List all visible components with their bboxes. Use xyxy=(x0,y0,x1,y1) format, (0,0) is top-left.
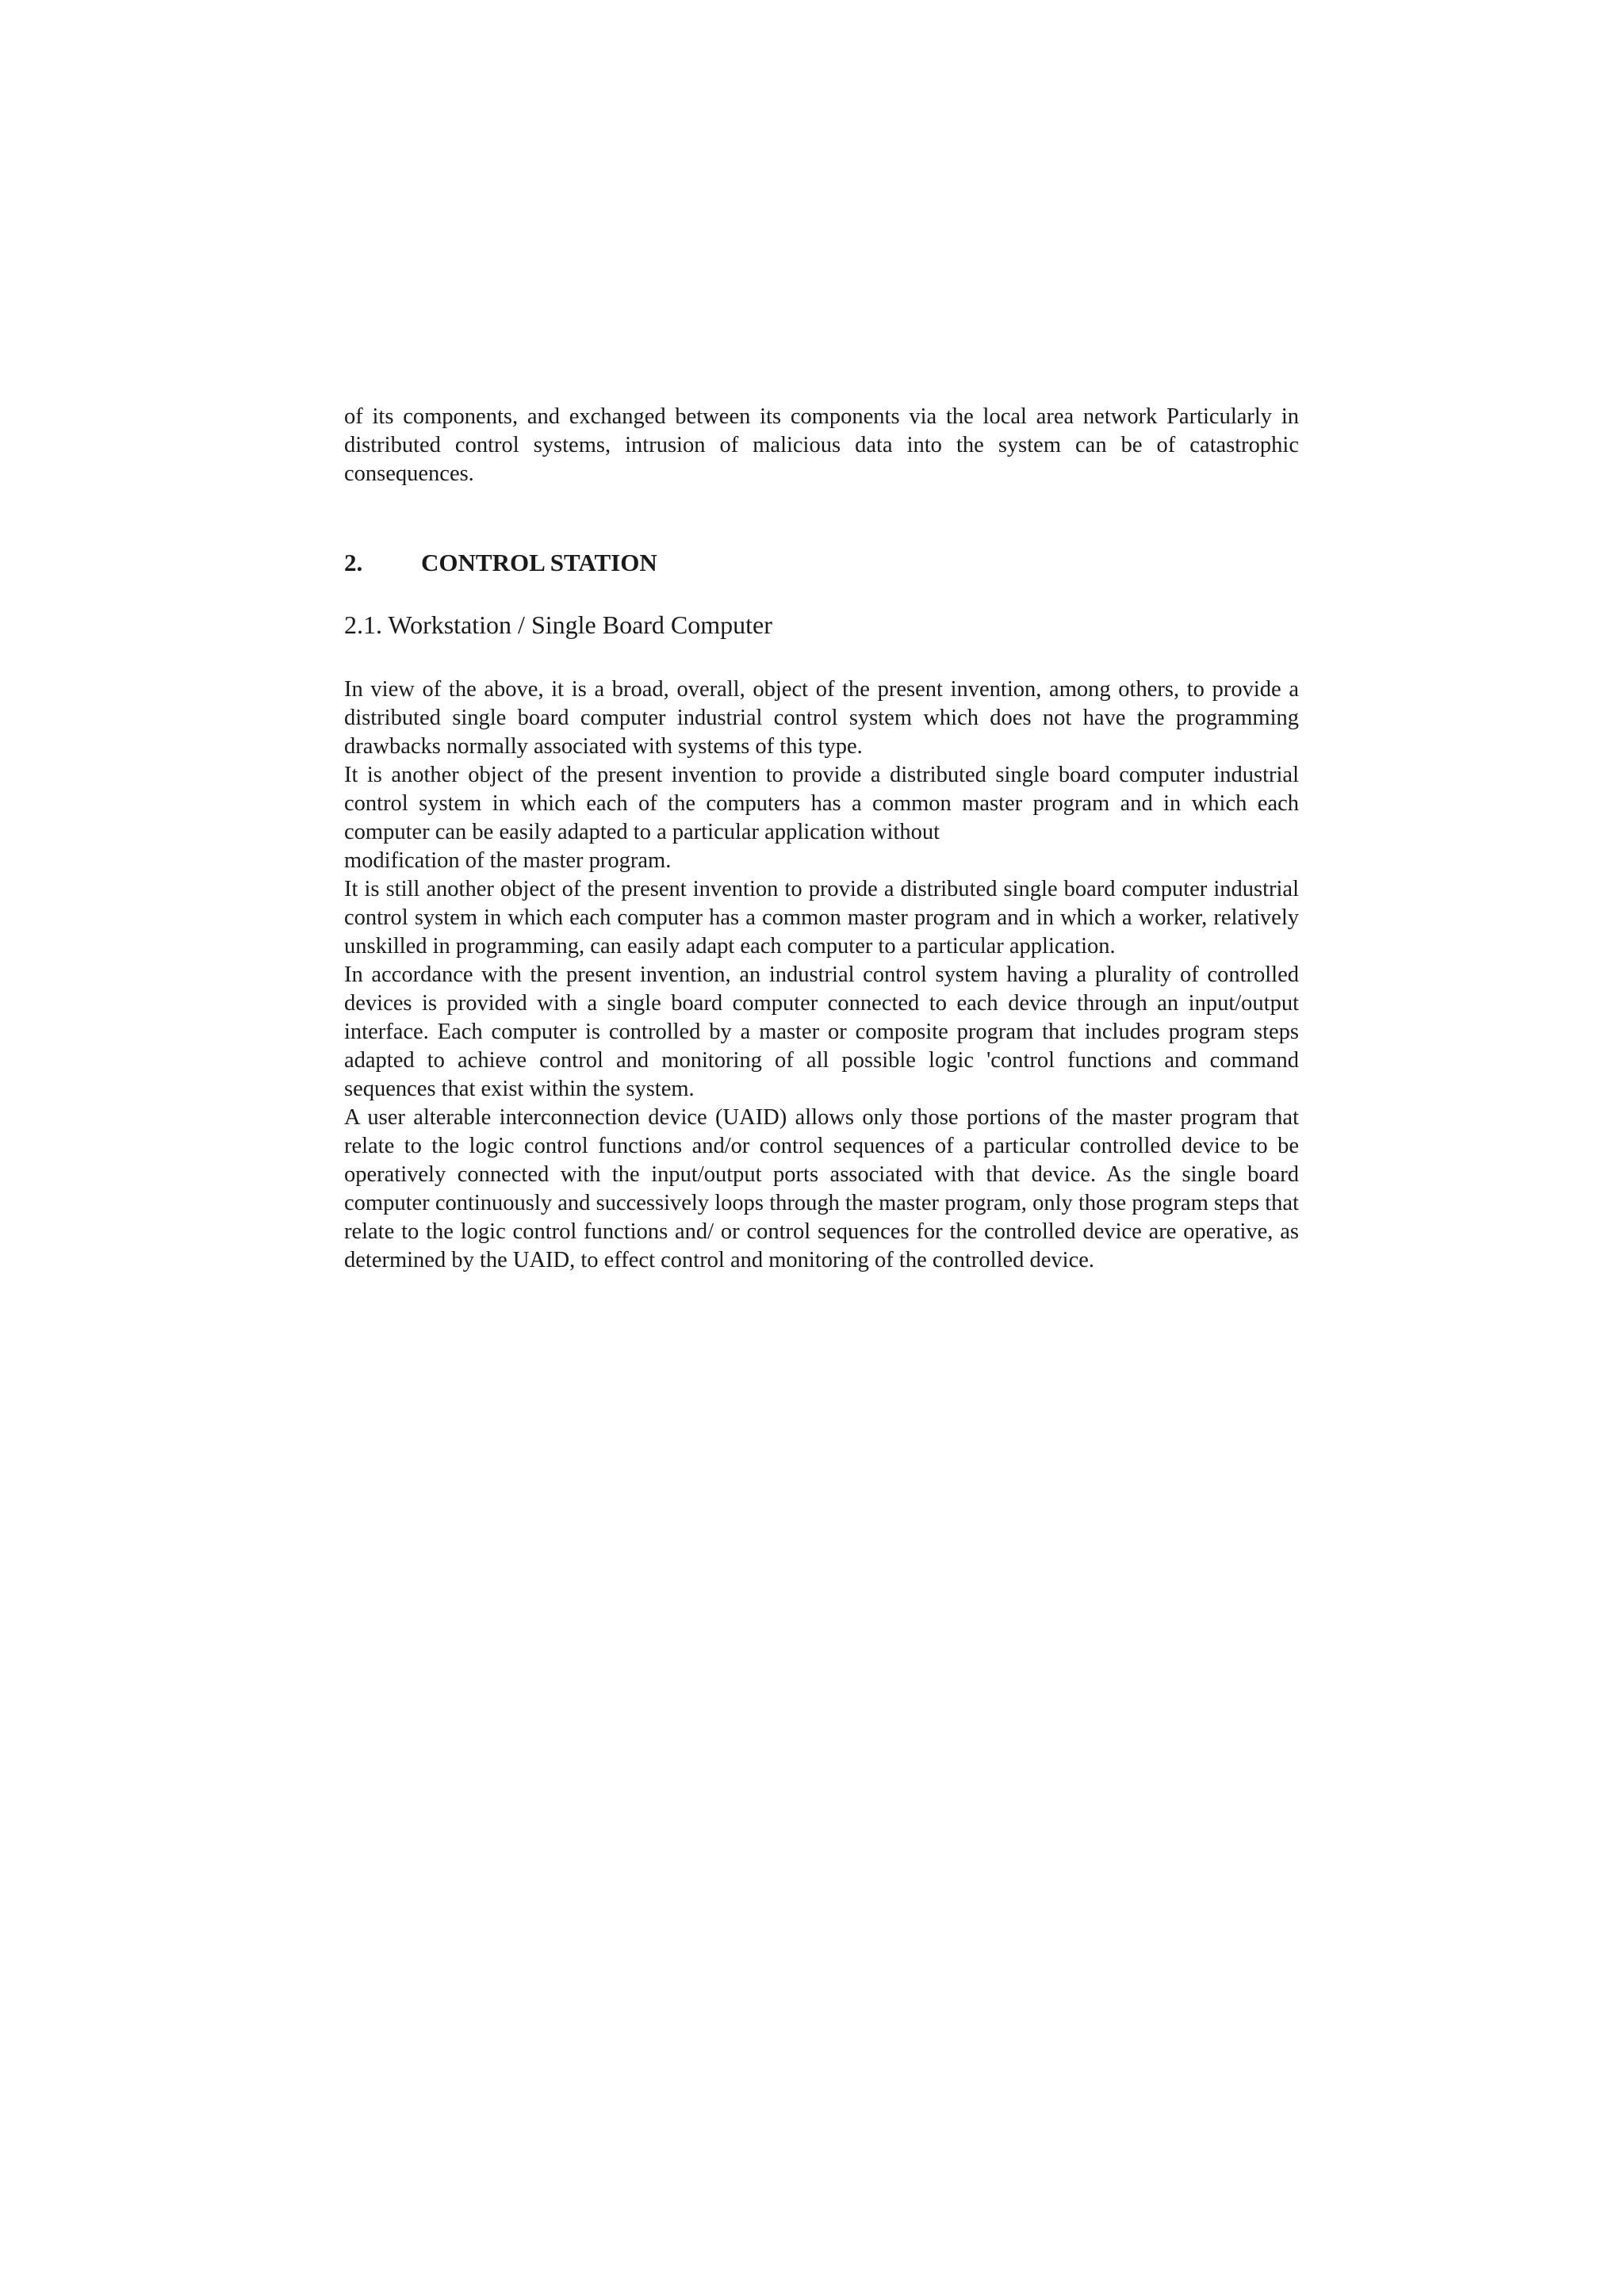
intro-paragraph: of its components, and exchanged between its components via the local area network Particularly in distributed control systems, intrusion of malicious data into the system can be of catastrophic consequences. xyxy=(344,404,1299,486)
paragraph-accordance: In accordance with the present invention, an industrial control system having a plurality of controlled devices is provided with a single board computer connected to each device through an input/output interface. Each computer is controlled by a master or composite program that includes program steps adapted to achieve control and monitoring of all possible logic 'control functions and command sequences that exist within the system. xyxy=(344,962,1299,1101)
section-number: 2. xyxy=(344,549,363,576)
paragraph-uaid: A user alterable interconnection device (UAID) allows only those portions of the master program that relate to the logic control functions and/or control sequences of a particular controlled device to be operatively connected with the input/output ports associated with that device. As the single board computer continuously and successively loops through the master program, only those program steps that relate to the logic control functions and/ or control sequences for the controlled device are operative, as determined by the UAID, to effect control and monitoring of the controlled device. xyxy=(344,1105,1299,1272)
section-title: CONTROL STATION xyxy=(421,549,657,576)
paragraph-object-broad: In view of the above, it is a broad, overall, object of the present invention, among others, to provide a distributed single board computer industrial control system which does not have the programming drawbacks normally associated with systems of this type. xyxy=(344,677,1299,759)
subsection-heading: 2.1. Workstation / Single Board Computer xyxy=(344,610,772,639)
body-text xyxy=(344,675,1299,1275)
section-heading xyxy=(344,547,1299,579)
paragraph-object-another-cont: modification of the master program. xyxy=(344,848,672,873)
paragraph-object-another: It is another object of the present invention to provide a distributed single board computer industrial control system in which each of the computers has a common master program and in which each computer can be easily adapted to a particular application without xyxy=(344,763,1299,844)
page-content xyxy=(344,403,1299,1275)
paragraph-object-still-another: It is still another object of the present invention to provide a distributed single board computer industrial control system in which each computer has a common master program and in which a worker, relatively unskilled in programming, can easily adapt each computer to a particular application. xyxy=(344,877,1299,959)
